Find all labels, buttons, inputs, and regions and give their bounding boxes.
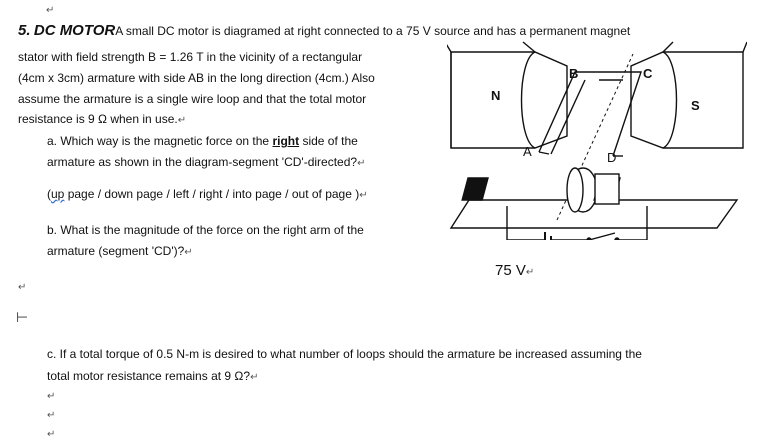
problem-intro-text: A small DC motor is diagramed at right connected to a 75 V source and has a permanent magnet — [115, 24, 631, 38]
motor-diagram — [447, 40, 747, 280]
paragraph-mark: ↵ — [47, 429, 56, 440]
paragraph-mark: ↵ — [177, 115, 187, 126]
paragraph-mark: ↵ — [359, 190, 368, 201]
problem-line-5 — [18, 112, 186, 126]
emphasis-right: right — [272, 134, 300, 148]
part-a-choices — [47, 187, 368, 201]
part-b-line-1: b. What is the magnitude of the force on the right arm of the — [47, 223, 364, 237]
label-c: C — [643, 66, 653, 81]
part-a-question: armature as shown in the diagram-segment 'CD'-directed? — [47, 155, 358, 169]
paragraph-mark: ↵ — [18, 282, 27, 293]
voltage-label — [495, 262, 534, 279]
cursor-mark: ⊢ — [16, 309, 29, 325]
paragraph-mark: ↵ — [46, 5, 55, 16]
part-a-line-1 — [47, 134, 358, 148]
problem-heading: DC MOTOR — [33, 22, 116, 39]
problem-number: 5. — [18, 22, 31, 39]
motor-diagram-drawing — [447, 40, 747, 240]
paragraph-mark: ↵ — [184, 247, 193, 258]
paragraph-mark: ↵ — [47, 391, 56, 402]
problem-line-2: stator with field strength B = 1.26 T in the vicinity of a rectangular — [18, 50, 363, 64]
label-s: S — [691, 98, 700, 113]
label-d: D — [607, 150, 617, 165]
paragraph-mark: ↵ — [250, 372, 259, 383]
label-b: B — [569, 66, 579, 81]
part-c-line-2 — [47, 369, 258, 383]
choice-list: page / down page / left / right / into page / out of page ) — [64, 187, 360, 201]
problem-line-3: (4cm x 3cm) armature with side AB in the long direction (4cm.) Also — [18, 71, 375, 85]
problem-line-4: assume the armature is a single wire loop and that the total motor — [18, 92, 367, 106]
label-n: N — [491, 88, 501, 103]
voltage-value: 75 V — [495, 262, 526, 279]
paragraph-mark: ↵ — [357, 158, 366, 169]
brush-left — [462, 178, 488, 200]
part-b-line-2 — [47, 244, 193, 258]
part-a-text: a. Which way is the magnetic force on the — [47, 134, 273, 148]
paragraph-mark: ↵ — [47, 410, 56, 421]
problem-line-1 — [18, 24, 630, 38]
paragraph-mark: ↵ — [525, 267, 535, 278]
part-a-line-2 — [47, 155, 365, 169]
choice-up-page: up — [51, 187, 65, 201]
part-c-line-1: c. If a total torque of 0.5 N-m is desired to what number of loops should the armature be increased assuming the — [47, 347, 642, 361]
north-pole — [451, 52, 567, 148]
part-c-question: total motor resistance remains at 9 Ω? — [47, 369, 251, 383]
part-a-text-end: side of the — [299, 134, 358, 148]
part-b-question: armature (segment 'CD')? — [47, 244, 185, 258]
choices-open-paren: ( — [47, 187, 51, 201]
label-a: A — [523, 144, 532, 159]
problem-line-5-text: resistance is 9 Ω when in use. — [18, 112, 178, 126]
